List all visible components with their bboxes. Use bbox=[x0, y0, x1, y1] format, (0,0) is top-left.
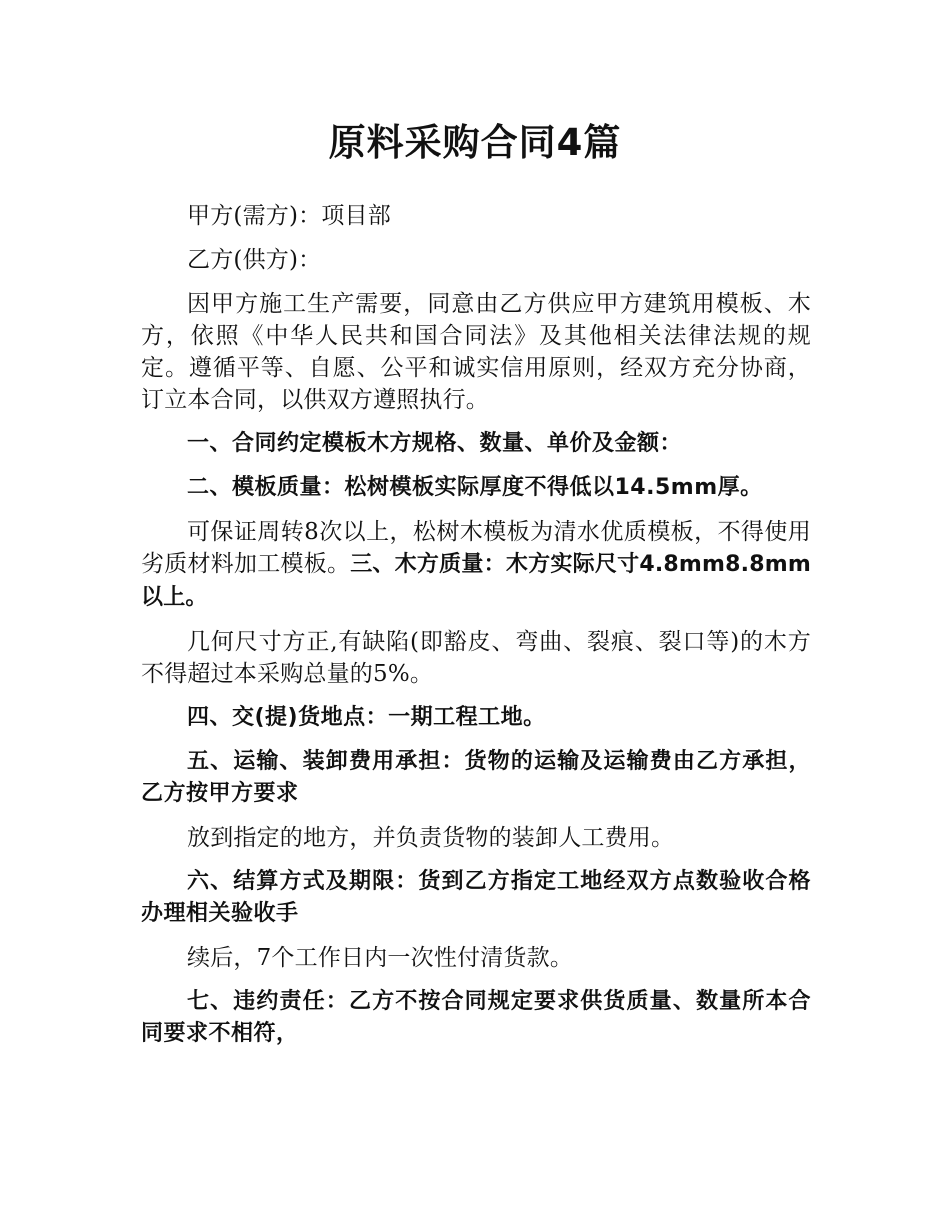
section-3-heading: 三、木方质量：木方实际尺寸4.8mm8.8mm以上。 bbox=[141, 552, 811, 610]
section-6-heading: 六、结算方式及期限：货到乙方指定工地经双方点数验收合格办理相关验收手 bbox=[141, 869, 811, 926]
document-body bbox=[141, 200, 811, 1062]
page-title: 原料采购合同4篇 bbox=[328, 121, 622, 164]
section-5-heading: 五、运输、装卸费用承担：货物的运输及运输费由乙方承担，乙方按甲方要求 bbox=[141, 749, 811, 806]
party-b-line: 乙方(供方)： bbox=[187, 247, 322, 273]
section-4-heading: 四、交(提)货地点：一期工程工地。 bbox=[187, 705, 546, 730]
section-3-body: 几何尺寸方正,有缺陷(即豁皮、弯曲、裂痕、裂口等)的木方不得超过本采购总量的5%。 bbox=[141, 629, 811, 687]
section-7-heading: 七、违约责任：乙方不按合同规定要求供货质量、数量所本合同要求不相符， bbox=[141, 989, 811, 1046]
section-2-body: 可保证周转8次以上，松树木模板为清水优质模板，不得使用劣质材料加工模板。 bbox=[141, 519, 811, 577]
intro-paragraph: 因甲方施工生产需要，同意由乙方供应甲方建筑用模板、木方，依照《中华人民共和国合同法》及其他相关法律法规的规定。遵循平等、自愿、公平和诚实信用原则，经双方充分协商，订立本合同，以供双方遵照执行。 bbox=[141, 291, 811, 413]
section-6-body: 续后，7个工作日内一次性付清货款。 bbox=[187, 945, 574, 971]
section-1-heading: 一、合同约定模板木方规格、数量、单价及金额： bbox=[187, 431, 683, 456]
section-5-body: 放到指定的地方，并负责货物的装卸人工费用。 bbox=[187, 825, 675, 851]
section-2-heading: 二、模板质量：松树模板实际厚度不得低以14.5mm厚。 bbox=[187, 475, 763, 500]
party-a-line: 甲方(需方)：项目部 bbox=[187, 203, 391, 229]
section-2-3-paragraph bbox=[141, 516, 811, 614]
